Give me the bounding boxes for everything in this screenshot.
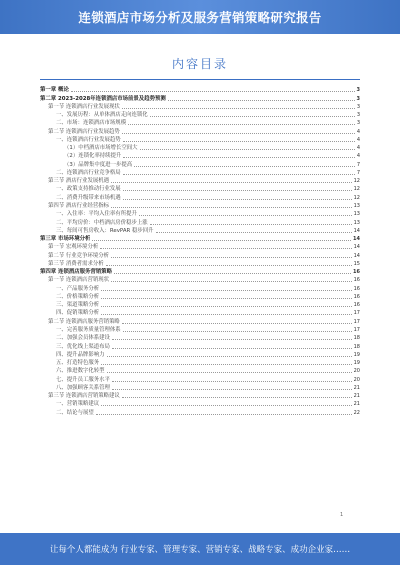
toc-entry-title: 二、结论与展望 <box>56 409 94 416</box>
toc-leader-dots <box>112 388 352 390</box>
toc-entry-page: 13 <box>353 202 360 209</box>
toc-entry[interactable] <box>40 317 360 325</box>
toc-entry-title: 第一节 连锁酒店行业发展现状 <box>48 103 120 110</box>
toc-entry-page: 14 <box>353 236 360 243</box>
toc-leader-dots <box>101 305 351 307</box>
toc-entry[interactable] <box>40 111 360 119</box>
toc-entry-page: 3 <box>356 120 360 127</box>
toc-entry[interactable] <box>40 375 360 383</box>
toc-entry[interactable] <box>40 309 360 317</box>
toc-entry-title: （3）品牌集中度进一步提高 <box>64 161 133 168</box>
toc-entry[interactable] <box>40 367 360 375</box>
toc-leader-dots <box>122 396 352 398</box>
toc-entry-page: 20 <box>353 376 360 383</box>
toc-leader-dots <box>122 107 355 109</box>
toc-divider <box>40 79 360 80</box>
toc-entry-title: （1）中档酒店市场增长空间大 <box>64 145 138 152</box>
toc-leader-dots <box>122 132 355 134</box>
toc-entry[interactable] <box>40 293 360 301</box>
toc-entry-title: 一、营销策略建议 <box>56 401 100 408</box>
toc-entry[interactable] <box>40 136 360 144</box>
toc-leader-dots <box>112 347 352 349</box>
toc-entry-page: 4 <box>356 128 360 135</box>
toc-entry-page: 16 <box>353 269 360 276</box>
toc-entry-page: 13 <box>353 211 360 218</box>
toc-entry[interactable] <box>40 193 360 201</box>
toc-leader-dots <box>111 206 352 208</box>
toc-entry-page: 16 <box>353 285 360 292</box>
toc-entry[interactable] <box>40 127 360 135</box>
toc-leader-dots <box>112 338 352 340</box>
toc-entry[interactable] <box>40 103 360 111</box>
toc-entry-page: 14 <box>353 252 360 259</box>
toc-entry-title: 第三节 连锁酒店营销策略建议 <box>48 393 120 400</box>
toc-entry-page: 17 <box>353 310 360 317</box>
toc-entry-page: 16 <box>353 277 360 284</box>
toc-leader-dots <box>111 256 352 258</box>
report-header <box>0 0 400 34</box>
toc-leader-dots <box>107 371 352 373</box>
toc-entry-title: 第三章 市场环境分析 <box>40 236 91 243</box>
toc-entry[interactable] <box>40 177 360 185</box>
toc-entry[interactable] <box>40 160 360 168</box>
toc-leader-dots <box>139 214 352 216</box>
toc-leader-dots <box>114 272 351 274</box>
toc-entry-page: 19 <box>353 351 360 358</box>
toc-leader-dots <box>112 380 352 382</box>
toc-entry-page: 21 <box>353 393 360 400</box>
toc-leader-dots <box>106 264 352 266</box>
toc-entry[interactable] <box>40 218 360 226</box>
toc-entry[interactable] <box>40 284 360 292</box>
toc-entry[interactable] <box>40 268 360 276</box>
toc-entry[interactable] <box>40 86 360 94</box>
toc-leader-dots <box>123 330 352 332</box>
toc-entry-page: 21 <box>353 384 360 391</box>
toc-entry-title: 第四节 酒店行业经营指标 <box>48 202 110 209</box>
toc-entry[interactable] <box>40 169 360 177</box>
toc-entry[interactable] <box>40 384 360 392</box>
toc-entry[interactable] <box>40 359 360 367</box>
toc-leader-dots <box>168 99 355 101</box>
toc-entry-page: 7 <box>356 169 360 176</box>
toc-entry-page: 19 <box>353 360 360 367</box>
toc-leader-dots <box>128 123 355 125</box>
toc-leader-dots <box>156 231 352 233</box>
toc-entry-title: 一、完善服务质量管理体系 <box>56 326 121 333</box>
toc-heading: 内容目录 <box>171 57 228 71</box>
toc-leader-dots <box>134 165 355 167</box>
toc-entry-page: 18 <box>353 343 360 350</box>
toc-entry[interactable] <box>40 210 360 218</box>
toc-leader-dots <box>107 355 352 357</box>
toc-entry-title: 第二章 2023-2028年连锁酒店市场前景及趋势预测 <box>40 95 166 102</box>
toc-leader-dots <box>92 239 351 241</box>
report-title: 连锁酒店市场分析及服务营销策略研究报告 <box>78 10 322 25</box>
toc-entry[interactable] <box>40 301 360 309</box>
toc-entry-page: 17 <box>353 326 360 333</box>
toc-leader-dots <box>101 404 351 406</box>
toc-leader-dots <box>111 181 352 183</box>
toc-entry-page: 22 <box>353 409 360 416</box>
toc-leader-dots <box>101 289 351 291</box>
toc-entry[interactable] <box>40 144 360 152</box>
toc-entry-title: 第三节 酒店行业发展机遇 <box>48 178 110 185</box>
toc-leader-dots <box>100 247 351 249</box>
toc-entry-title: 二、连锁酒店行业竞争格局 <box>56 169 121 176</box>
toc-leader-dots <box>123 173 355 175</box>
toc-entry-page: 16 <box>353 302 360 309</box>
toc-leader-dots <box>101 297 351 299</box>
toc-entry-title: 四、提升品牌影响力 <box>56 351 105 358</box>
toc-entry-title: 三、优化线上渠道布局 <box>56 343 110 350</box>
toc-entry-title: 五、打造特色服务 <box>56 360 100 367</box>
toc-entry-page: 21 <box>353 401 360 408</box>
toc-leader-dots <box>140 148 355 150</box>
toc-entry[interactable] <box>40 185 360 193</box>
toc-entry[interactable] <box>40 94 360 102</box>
toc-entry-title: 八、加强顾客关系管理 <box>56 384 110 391</box>
toc-leader-dots <box>101 313 351 315</box>
toc-entry-title: 第二节 连锁酒店服务营销策略 <box>48 318 120 325</box>
toc-leader-dots <box>123 198 352 200</box>
toc-entry-title: 第四章 连锁酒店服务营销策略 <box>40 269 112 276</box>
toc-entry[interactable] <box>40 227 360 235</box>
toc-leader-dots <box>123 189 352 191</box>
toc-entry-page: 14 <box>353 244 360 251</box>
toc-entry-title: 一、连锁酒店行业发展趋势 <box>56 136 121 143</box>
toc-leader-dots <box>96 413 352 415</box>
toc-leader-dots <box>111 280 352 282</box>
toc-entry-page: 3 <box>356 87 360 94</box>
toc-entry-title: 二、消费升级带来市场机遇 <box>56 194 121 201</box>
toc-entry[interactable] <box>40 334 360 342</box>
report-footer <box>0 533 400 565</box>
footer-slogan: 让每个人都能成为 行业专家、管理专家、营销专家、战略专家、成功企业家…… <box>49 545 351 555</box>
toc-entry[interactable] <box>40 408 360 416</box>
toc-entry[interactable] <box>40 243 360 251</box>
toc-entry-page: 4 <box>356 136 360 143</box>
toc-entry-title: 一、入住率：平均入住率有所提升 <box>56 211 137 218</box>
toc-entry[interactable] <box>40 342 360 350</box>
toc-entry-title: （2）连锁化率持续提升 <box>64 153 122 160</box>
toc-entry-title: 第二节 连锁酒店行业发展趋势 <box>48 128 120 135</box>
toc-entry-page: 14 <box>353 227 360 234</box>
toc-entry-page: 15 <box>353 260 360 267</box>
toc-entry-page: 12 <box>353 178 360 185</box>
toc-entry-title: 三、渠道策略分析 <box>56 302 100 309</box>
toc-entry-title: 一、发展历程：从单体酒店走向连锁化 <box>56 112 148 119</box>
table-of-contents <box>40 86 360 417</box>
toc-entry-title: 一、政策支持推动行业发展 <box>56 186 121 193</box>
toc-leader-dots <box>123 156 354 158</box>
toc-entry-page: 20 <box>353 368 360 375</box>
toc-entry-page: 16 <box>353 293 360 300</box>
toc-entry[interactable] <box>40 392 360 400</box>
toc-entry-title: 第二节 行业竞争环境分析 <box>48 252 110 259</box>
toc-entry[interactable] <box>40 260 360 268</box>
toc-entry-title: 四、促销策略分析 <box>56 310 100 317</box>
toc-leader-dots <box>123 140 355 142</box>
toc-entry-page: 3 <box>356 103 360 110</box>
toc-entry[interactable] <box>40 400 360 408</box>
toc-entry[interactable] <box>40 251 360 259</box>
toc-entry-title: 二、价格策略分析 <box>56 293 100 300</box>
toc-entry-page: 12 <box>353 186 360 193</box>
toc-leader-dots <box>150 115 355 117</box>
toc-entry-page: 4 <box>356 145 360 152</box>
toc-entry-title: 第一节 宏观环境分析 <box>48 244 99 251</box>
toc-entry[interactable] <box>40 351 360 359</box>
toc-entry-page: 17 <box>353 318 360 325</box>
page-number: 1 <box>340 512 344 518</box>
toc-entry-title: 一、产品服务分析 <box>56 285 100 292</box>
toc-entry[interactable] <box>40 202 360 210</box>
toc-entry-page: 4 <box>356 153 360 160</box>
toc-entry-title: 六、推进数字化转型 <box>56 368 105 375</box>
toc-entry-title: 三、每间可售房收入：RevPAR 稳步回升 <box>56 227 154 234</box>
toc-entry-page: 12 <box>353 194 360 201</box>
toc-entry-title: 第三节 消费者需求分析 <box>48 260 104 267</box>
toc-entry-page: 13 <box>353 219 360 226</box>
toc-entry[interactable] <box>40 276 360 284</box>
toc-entry-page: 3 <box>356 112 360 119</box>
toc-leader-dots <box>71 90 355 92</box>
toc-entry[interactable] <box>40 326 360 334</box>
toc-entry-title: 二、平均房价：中档酒店房价稳步上涨 <box>56 219 148 226</box>
toc-entry-title: 二、加强会员体系建设 <box>56 335 110 342</box>
toc-entry[interactable] <box>40 119 360 127</box>
toc-entry-title: 第一章 概论 <box>40 87 69 94</box>
toc-leader-dots <box>150 223 352 225</box>
toc-entry-page: 3 <box>356 95 360 102</box>
toc-leader-dots <box>122 322 352 324</box>
toc-entry[interactable] <box>40 235 360 243</box>
toc-entry-title: 七、提升员工服务水平 <box>56 376 110 383</box>
toc-entry-title: 二、市场：连锁酒店市场规模 <box>56 120 127 127</box>
toc-entry[interactable] <box>40 152 360 160</box>
toc-entry-page: 18 <box>353 335 360 342</box>
toc-entry-page: 7 <box>356 161 360 168</box>
toc-entry-title: 第一节 连锁酒店营销现状 <box>48 277 110 284</box>
toc-leader-dots <box>101 363 351 365</box>
